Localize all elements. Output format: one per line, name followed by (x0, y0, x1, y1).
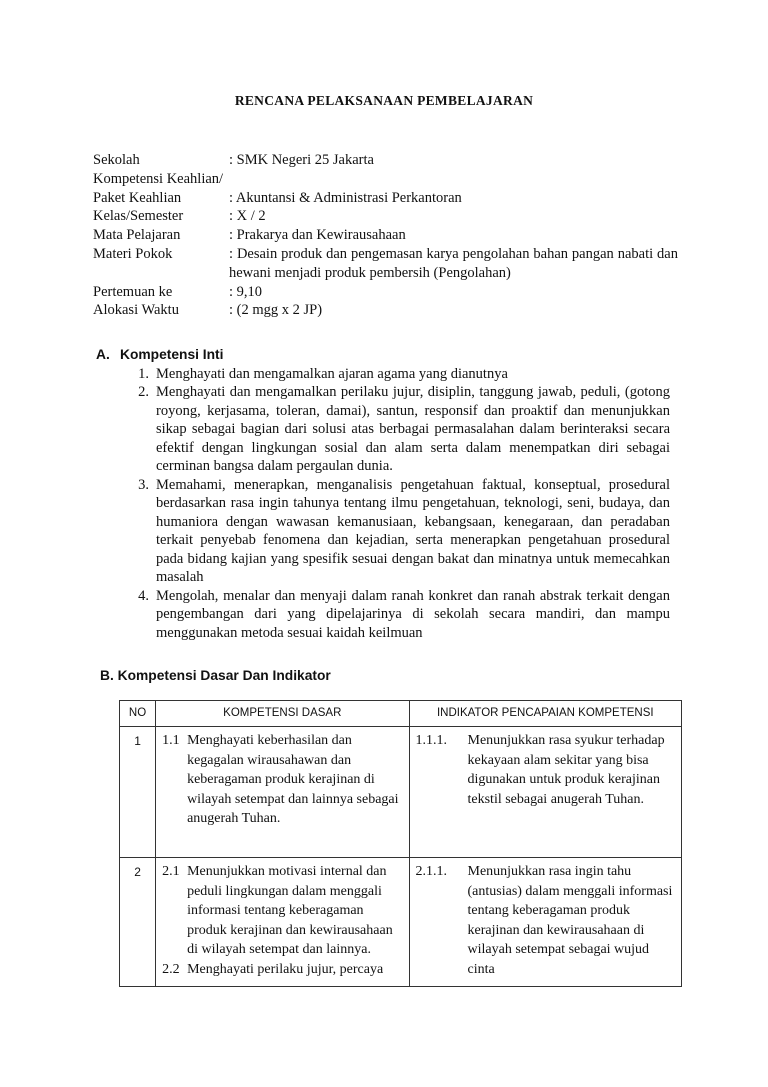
list-item-number: 1. (138, 365, 149, 382)
table-row (120, 727, 682, 858)
info-row-sekolah (93, 151, 678, 170)
info-label: Alokasi Waktu (93, 302, 179, 319)
info-value: : Desain produk dan pengemasan karya pengolahan bahan pangan nabati dan hewani menjadi produk pembersih (Pengolahan) (229, 245, 678, 281)
kd-item-text: Menghayati perilaku jujur, percaya (187, 961, 384, 977)
section-heading-text: Kompetensi Inti (120, 347, 224, 362)
cell-indikator (409, 858, 682, 987)
document-title: RENCANA PELAKSANAAN PEMBELAJARAN (234, 93, 534, 108)
info-value (229, 170, 678, 189)
kd-item (162, 862, 402, 960)
info-value: : X / 2 (229, 208, 266, 225)
kd-item-number: 1.1 (162, 733, 180, 748)
info-label: Mata Pelajaran (93, 227, 181, 244)
table-row (120, 858, 682, 987)
info-value: : Akuntansi & Administrasi Perkantoran (229, 189, 462, 206)
list-item-number: 4. (138, 587, 149, 604)
info-label: Materi Pokok (93, 245, 173, 262)
list-item (96, 383, 670, 476)
info-row-kompetensi-keahlian (93, 170, 678, 189)
cell-indikator (409, 727, 682, 858)
cell-kompetensi-dasar (156, 858, 409, 987)
info-value: : Prakarya dan Kewirausahaan (229, 227, 406, 244)
list-item (96, 587, 670, 643)
list-item-text: Menghayati dan mengamalkan ajaran agama yang dianutnya (156, 365, 508, 382)
header-kompetensi-dasar: KOMPETENSI DASAR (156, 701, 409, 727)
table-header-row (120, 701, 682, 727)
kd-item-text: Menunjukkan motivasi internal dan peduli lingkungan dalam menggali informasi tentang keberagaman produk kerajinan dan kewirausahaan di wilayah setempat dan lainnya. (187, 864, 393, 957)
indikator-item-text: Menunjukkan rasa syukur terhadap kekayaan alam sekitar yang bisa digunakan untuk produk kerajinan tekstil sebagai anugerah Tuhan. (467, 733, 665, 807)
cell-no: 1 (120, 727, 156, 858)
info-value: : SMK Negeri 25 Jakarta (229, 152, 374, 168)
list-item-text: Menghayati dan mengamalkan perilaku jujur, disiplin, tanggung jawab, peduli, (gotong royong, kerjasama, toleran, damai), santun, responsif dan proaktif dan menunjukkan sikap sebagai bagian dari solusi atas berbagai permasalahan dalam berinteraksi secara efektif dengan lingkungan sosial dan alam serta dalam menempatkan diri sebagai cerminan bangsa dalam pergaulan dunia. (156, 384, 670, 474)
info-row-mata-pelajaran (93, 226, 678, 245)
indikator-item (416, 862, 676, 979)
kd-item-number: 2.1 (162, 864, 180, 879)
list-item-text: Memahami, menerapkan, menganalisis pengetahuan faktual, konseptual, prosedural berdasarkan rasa ingin tahunya tentang ilmu pengetahuan, teknologi, seni, budaya, dan humaniora dengan wawasan kemanusiaan, kebangsaan, kenegaraan, dan peradaban terkait penyebab fenomena dan kejadian, serta menerapkan pengetahuan prosedural pada bidang kajian yang spesifik sesuai dengan bakat dan minatnya untuk memecahkan masalah (156, 476, 670, 585)
header-no: NO (120, 701, 156, 727)
indikator-item (416, 731, 676, 809)
info-row-pertemuan (93, 283, 678, 302)
header-indikator: INDIKATOR PENCAPAIAN KOMPETENSI (409, 701, 682, 727)
info-label: Sekolah (93, 152, 140, 168)
info-row-materi-pokok (93, 245, 678, 283)
info-value: : (2 mgg x 2 JP) (229, 302, 323, 319)
indikator-item-text: Menunjukkan rasa ingin tahu (antusias) dalam menggali informasi tentang keberagaman produk kerajinan dan kewirausahaan di wilayah setempat sebagai wujud cinta (467, 864, 673, 977)
indikator-item-number: 2.1.1. (415, 864, 447, 879)
info-row-kelas-semester (93, 207, 678, 226)
info-value: : 9,10 (229, 283, 263, 300)
list-item-text: Mengolah, menalar dan menyaji dalam ranah konkret dan ranah abstrak terkait dengan pengembangan dari yang dipelajarinya di sekolah secara mandiri, dan mampu menggunakan metoda sesuai kaidah keilmuan (156, 587, 670, 641)
list-item (96, 365, 670, 384)
section-label: A. (96, 347, 110, 362)
info-row-paket-keahlian (93, 189, 678, 208)
kd-item-text: Menghayati keberhasilan dan kegagalan wirausahawan dan keberagaman produk kerajinan di wilayah setempat dan lainnya sebagai anugerah Tuhan. (187, 733, 399, 826)
list-item-number: 2. (138, 384, 149, 400)
indikator-item-number: 1.1.1. (415, 733, 447, 748)
list-item (96, 476, 670, 587)
kompetensi-inti-list (96, 365, 670, 643)
info-label: Kompetensi Keahlian/ (93, 170, 224, 187)
section-kompetensi-dasar-heading: B. Kompetensi Dasar Dan Indikator (100, 668, 331, 683)
kd-item (162, 731, 402, 829)
info-label: Kelas/Semester (93, 208, 184, 225)
kompetensi-dasar-table (119, 700, 682, 987)
list-item-number: 3. (138, 476, 149, 493)
section-heading (96, 346, 670, 365)
cell-no: 2 (120, 858, 156, 987)
kd-item (162, 960, 402, 980)
info-label: Pertemuan ke (93, 283, 173, 300)
cell-kompetensi-dasar (156, 727, 409, 858)
section-kompetensi-inti (96, 346, 670, 642)
info-block (93, 151, 678, 320)
info-label: Paket Keahlian (93, 189, 182, 206)
info-row-alokasi-waktu (93, 301, 678, 320)
kd-item-number: 2.2 (162, 961, 180, 977)
